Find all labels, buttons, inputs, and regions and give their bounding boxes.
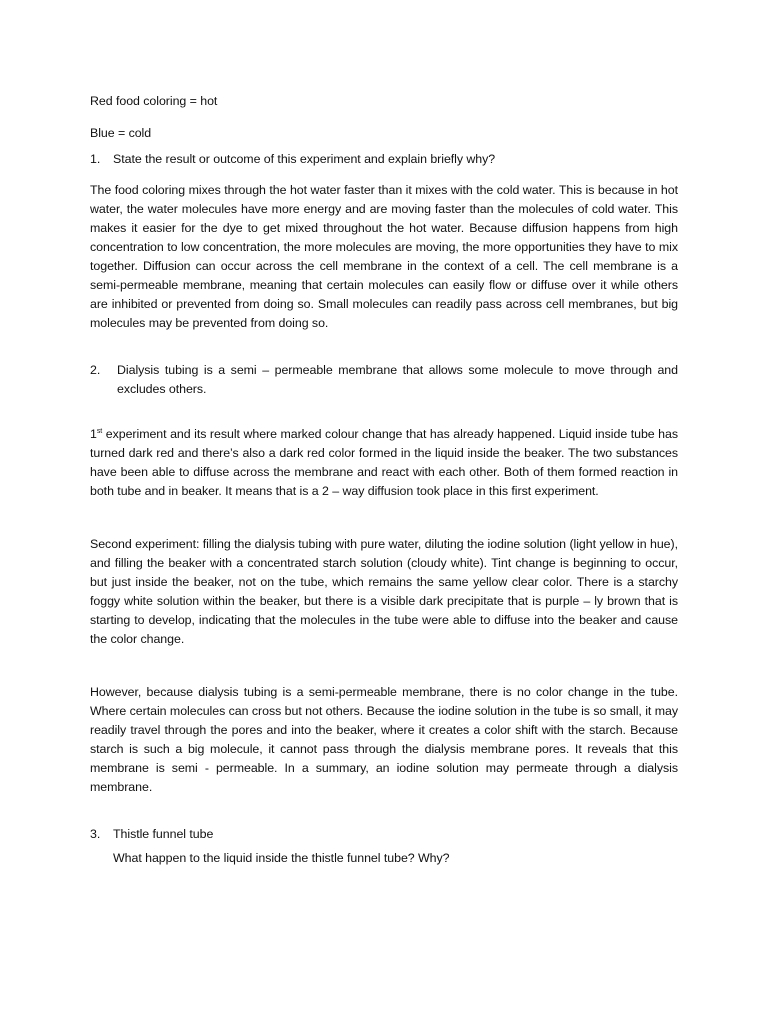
question-2-number: 2. <box>90 363 101 377</box>
experiment-1-ordinal: 1 <box>90 427 97 441</box>
question-3-prompt: What happen to the liquid inside the thistle funnel tube? Why? <box>113 851 450 865</box>
question-1-number: 1. <box>90 152 101 166</box>
question-1-text: State the result or outcome of this experiment and explain briefly why? <box>113 152 496 166</box>
experiment-1-text: experiment and its result where marked colour change that has already happened. Liquid inside tube has turned dark red and there’s also a dark red color formed in the liquid inside the beaker. The two substances have been able to diffuse across the membrane and react with each other. Both of them formed reaction in both tube and in beaker. It means that is a 2 – way diffusion took place in this first experiment. <box>90 427 678 498</box>
however-paragraph: However, because dialysis tubing is a semi-permeable membrane, there is no color change in the tube. Where certain molecules can cross but not others. Because the iodine solution in the tube is so small, it may readily travel through the pores and into the beaker, where it creates a color shift with the starch. Because starch is such a big molecule, it cannot pass through the dialysis membrane pores. It reveals that this membrane is semi - permeable. In a summary, an iodine solution may permeate through a dialysis membrane. <box>90 685 678 794</box>
label-blue-cold: Blue = cold <box>90 126 152 140</box>
question-2 <box>90 361 678 399</box>
experiment-1-ordinal-suffix: st <box>96 427 103 435</box>
document-page <box>90 92 678 868</box>
experiment-1-paragraph <box>90 425 678 501</box>
question-3-number: 3. <box>90 827 101 841</box>
label-red-hot: Red food coloring = hot <box>90 94 218 108</box>
question-2-text: Dialysis tubing is a semi – permeable membrane that allows some molecule to move through and excludes others. <box>117 363 678 396</box>
answer-1-paragraph: The food coloring mixes through the hot water faster than it mixes with the cold water. This is because in hot water, the water molecules have more energy and are moving faster than the molecules of cold water. This makes it easier for the dye to get mixed throughout the hot water. Because diffusion happens from high concentration to low concentration, the more molecules are moving, the more opportunities they have to mix together. Diffusion can occur across the cell membrane in the context of a cell. The cell membrane is a semi-permeable membrane, meaning that certain molecules can easily flow or diffuse over it while others are inhibited or prevented from doing so. Small molecules can readily pass across cell membranes, but big molecules may be prevented from doing so. <box>90 183 678 330</box>
question-3-title: Thistle funnel tube <box>113 827 214 841</box>
experiment-2-paragraph: Second experiment: filling the dialysis tubing with pure water, diluting the iodine solution (light yellow in hue), and filling the beaker with a concentrated starch solution (cloudy white). Tint change is beginning to occur, but just inside the beaker, not on the tube, which remains the same yellow clear color. There is a starchy foggy white solution within the beaker, but there is a visible dark precipitate that is purple – ly brown that is starting to develop, indicating that the molecules in the tube were able to diffuse into the beaker and cause the color change. <box>90 537 678 646</box>
question-3 <box>90 825 678 844</box>
question-1 <box>90 150 678 169</box>
